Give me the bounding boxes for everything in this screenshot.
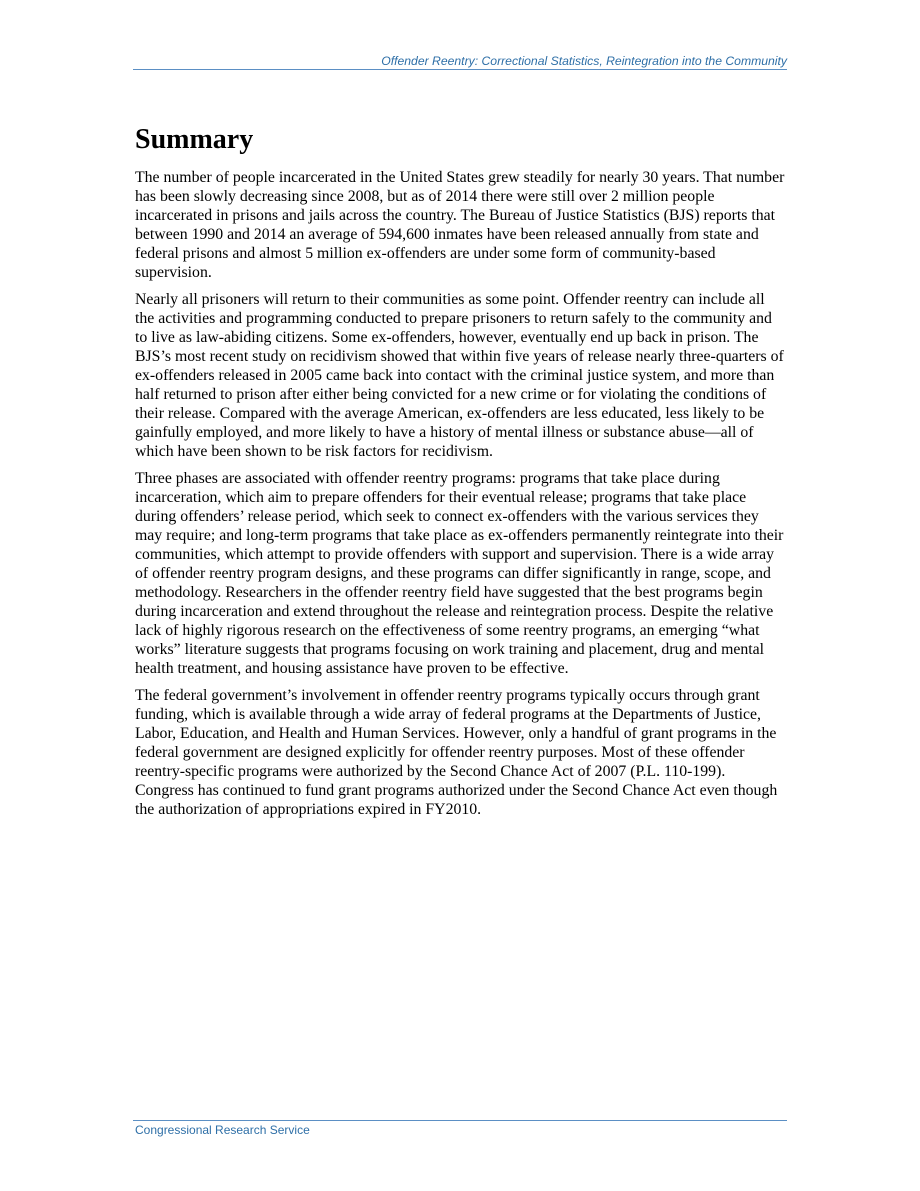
summary-paragraph-4: The federal government’s involvement in offender reentry programs typically occurs through grant funding, which is available through a wide array of federal programs at the Departments of Justice, Labor, Education, and Health and Human Services. However, only a handful of grant programs in the federal government are designed explicitly for offender reentry purposes. Most of these offender reentry-specific programs were authorized by the Second Chance Act of 2007 (P.L. 110-199). Congress has continued to fund grant programs authorized under the Second Chance Act even though the authorization of appropriations expired in FY2010. bbox=[135, 687, 778, 818]
summary-body bbox=[135, 168, 787, 827]
footer-publisher: Congressional Research Service bbox=[135, 1123, 310, 1137]
summary-paragraph-1: The number of people incarcerated in the United States grew steadily for nearly 30 years. That number has been slowly decreasing since 2008, but as of 2014 there were still over 2 million people incarcerated in prisons and jails across the country. The Bureau of Justice Statistics (BJS) reports that between 1990 and 2014 an average of 594,600 inmates have been released annually from state and federal prisons and almost 5 million ex-offenders are under some form of community-based supervision. bbox=[135, 169, 785, 281]
summary-paragraph-2: Nearly all prisoners will return to their communities as some point. Offender reentry can include all the activities and programming conducted to prepare prisoners to return safely to the community and to live as law-abiding citizens. Some ex-offenders, however, eventually end up back in prison. The BJS’s most recent study on recidivism showed that within five years of release nearly three-quarters of ex-offenders released in 2005 came back into contact with the criminal justice system, and more than half returned to prison after either being convicted for a new crime or for violating the conditions of their release. Compared with the average American, ex-offenders are less educated, less likely to be gainfully employed, and more likely to have a history of mental illness or substance abuse—all of which have been shown to be risk factors for recidivism. bbox=[135, 291, 784, 460]
header-divider bbox=[133, 69, 787, 70]
footer-divider bbox=[133, 1120, 787, 1121]
running-header-title: Offender Reentry: Correctional Statistics, Reintegration into the Community bbox=[381, 54, 787, 68]
summary-paragraph-3: Three phases are associated with offender reentry programs: programs that take place during incarceration, which aim to prepare offenders for their eventual release; programs that take place during offenders’ release period, which seek to connect ex-offenders with the various services they may require; and long-term programs that take place as ex-offenders permanently reintegrate into their communities, which attempt to provide offenders with support and supervision. There is a wide array of offender reentry program designs, and these programs can differ significantly in range, scope, and methodology. Researchers in the offender reentry field have suggested that the best programs begin during incarceration and extend throughout the release and reintegration process. Despite the relative lack of highly rigorous research on the effectiveness of some reentry programs, an emerging “what works” literature suggests that programs focusing on work training and placement, drug and mental health treatment, and housing assistance have proven to be effective. bbox=[135, 470, 784, 677]
section-heading: Summary bbox=[135, 124, 254, 155]
